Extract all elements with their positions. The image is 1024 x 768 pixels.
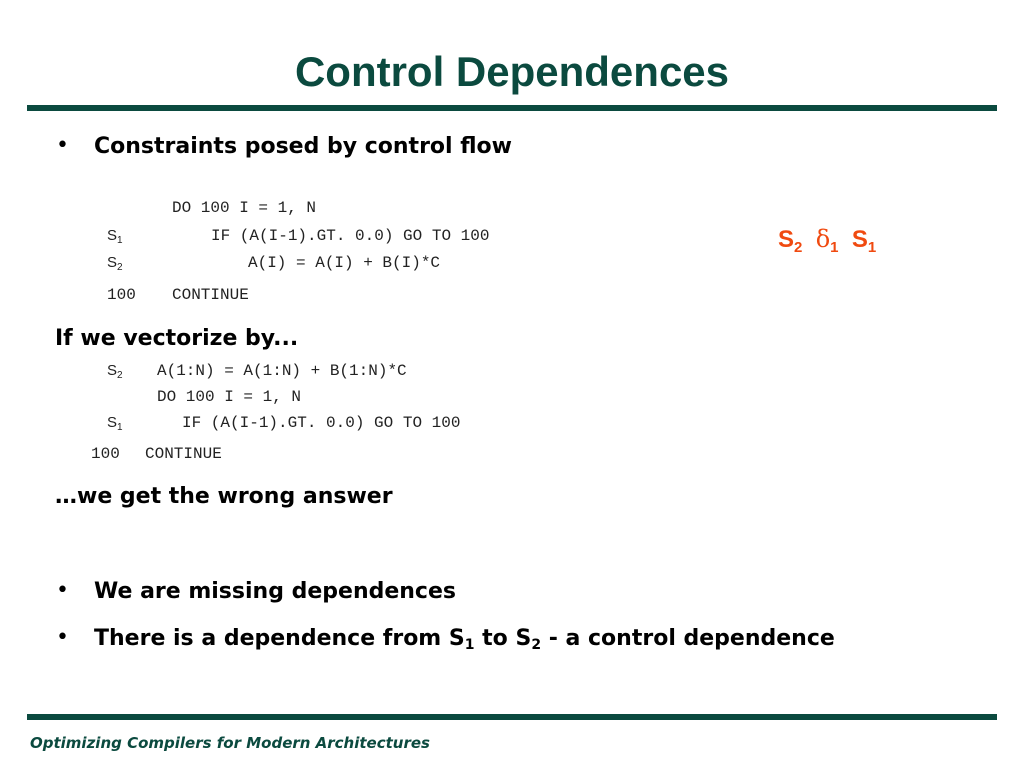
loop2-s1-label: $S_1$	[107, 414, 123, 433]
title-divider	[27, 105, 997, 111]
bullet-control-dependence: There is a dependence from $S_1$ to $S_2$ - a control dependence	[94, 626, 835, 653]
loop1-s2-label: $S_2$	[107, 254, 123, 273]
loop2-do-line: DO 100 I = 1, N	[157, 388, 302, 406]
loop1-s2-code: A(I) = A(I) + B(I)*C	[248, 254, 441, 272]
loop2-s2-code: A(1:N) = A(1:N) + B(1:N)*C	[157, 362, 407, 380]
bullet-marker: •	[56, 133, 69, 158]
bullet-constraints: Constraints posed by control flow	[94, 134, 512, 159]
loop2-s1-code: IF (A(I-1).GT. 0.0) GO TO 100	[182, 414, 461, 432]
loop1-s1-label: $S_1$	[107, 227, 123, 246]
loop2-end-label: 100	[91, 445, 120, 463]
wrong-answer-text: …we get the wrong answer	[55, 484, 393, 509]
loop1-end-label: 100	[107, 286, 136, 304]
footer-divider	[27, 714, 997, 720]
slide-title: Control Dependences	[294, 48, 730, 95]
bullet-missing-dependences: We are missing dependences	[94, 579, 456, 604]
loop1-end-code: CONTINUE	[172, 286, 249, 304]
loop2-end-code: CONTINUE	[145, 445, 222, 463]
loop2-s2-label: $S_2$	[107, 362, 123, 381]
footer-text: Optimizing Compilers for Modern Architectures	[30, 734, 430, 752]
dependence-annotation: $S_2$ $\delta_1$ $S_1$	[778, 225, 877, 256]
bullet-marker: •	[56, 625, 69, 650]
loop1-s1-code: IF (A(I-1).GT. 0.0) GO TO 100	[211, 227, 490, 245]
loop1-do-line: DO 100 I = 1, N	[172, 199, 317, 217]
vectorize-heading: If we vectorize by...	[55, 326, 299, 351]
bullet-marker: •	[56, 578, 69, 603]
